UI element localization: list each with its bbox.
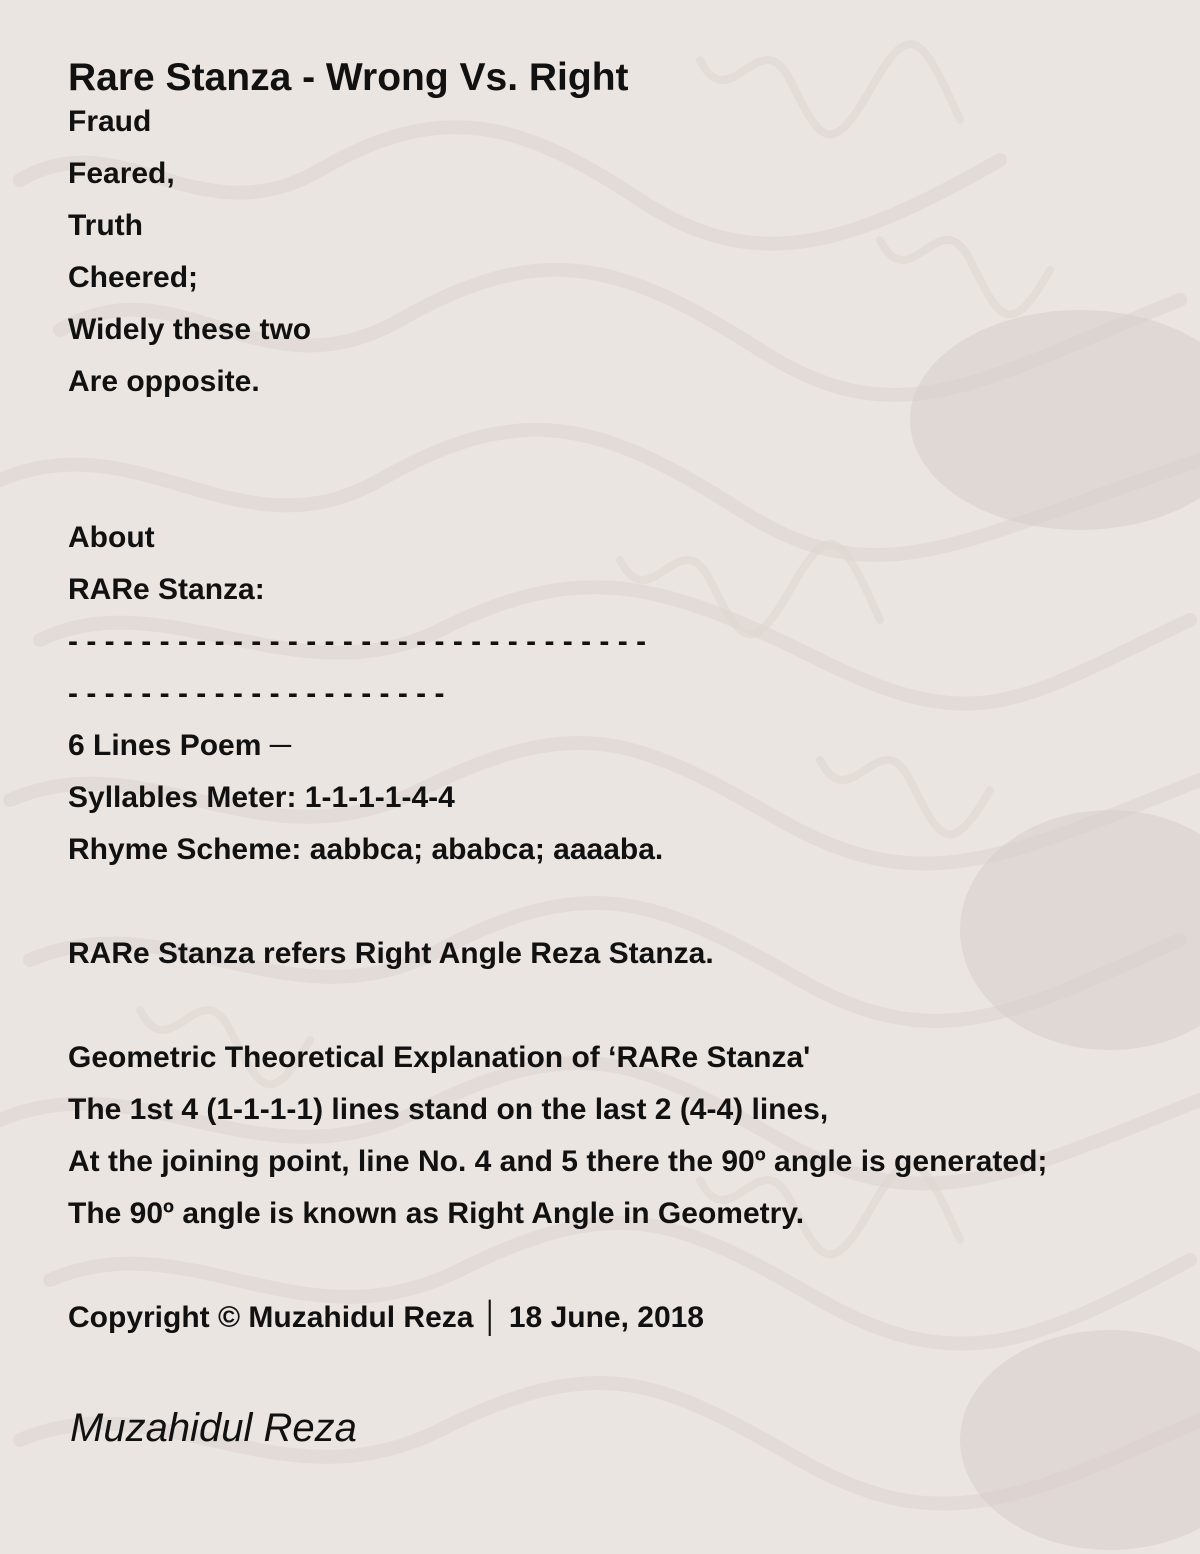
- poem-line: At the joining point, line No. 4 and 5 there the 90º angle is generated;: [68, 1145, 1048, 1178]
- poem-line: - - - - - - - - - - - - - - - - - - - - - - - - - - - - - - - -: [68, 625, 647, 658]
- poem-line: About: [68, 521, 155, 554]
- poem-line: Are opposite.: [68, 365, 260, 398]
- poem-line: Rhyme Scheme: aabbca; ababca; aaaaba.: [68, 833, 664, 866]
- poem-line: Copyright © Muzahidul Reza │ 18 June, 2018: [68, 1301, 704, 1334]
- poem-line: - - - - - - - - - - - - - - - - - - - - -: [68, 677, 445, 710]
- poem-line: The 90º angle is known as Right Angle in Geometry.: [68, 1197, 805, 1230]
- blank-line: [68, 876, 1047, 928]
- poem-line: Feared,: [68, 157, 175, 190]
- poem-line: RARe Stanza refers Right Angle Reza Stanza.: [68, 937, 714, 970]
- blank-line: [68, 408, 1047, 460]
- poem-line: 6 Lines Poem ─: [68, 729, 291, 762]
- poem-author: Muzahidul Reza: [70, 1406, 357, 1450]
- blank-line: [68, 1240, 1047, 1292]
- poem-line: RARe Stanza:: [68, 573, 265, 606]
- poem-line: Truth: [68, 209, 143, 242]
- poem-line: The 1st 4 (1-1-1-1) lines stand on the last 2 (4-4) lines,: [68, 1093, 829, 1126]
- blank-line: [68, 980, 1047, 1032]
- poem-body: [68, 96, 1047, 1344]
- poem-line: Fraud: [68, 105, 152, 138]
- blank-line: [68, 460, 1047, 512]
- poem-line: Cheered;: [68, 261, 199, 294]
- poem-card: [68, 52, 1168, 1334]
- poem-line: Syllables Meter: 1-1-1-1-4-4: [68, 781, 455, 814]
- poem-line: Widely these two: [68, 313, 312, 346]
- poem-title: Rare Stanza - Wrong Vs. Right: [68, 56, 629, 99]
- poem-line: Geometric Theoretical Explanation of ‘RARe Stanza': [68, 1041, 811, 1074]
